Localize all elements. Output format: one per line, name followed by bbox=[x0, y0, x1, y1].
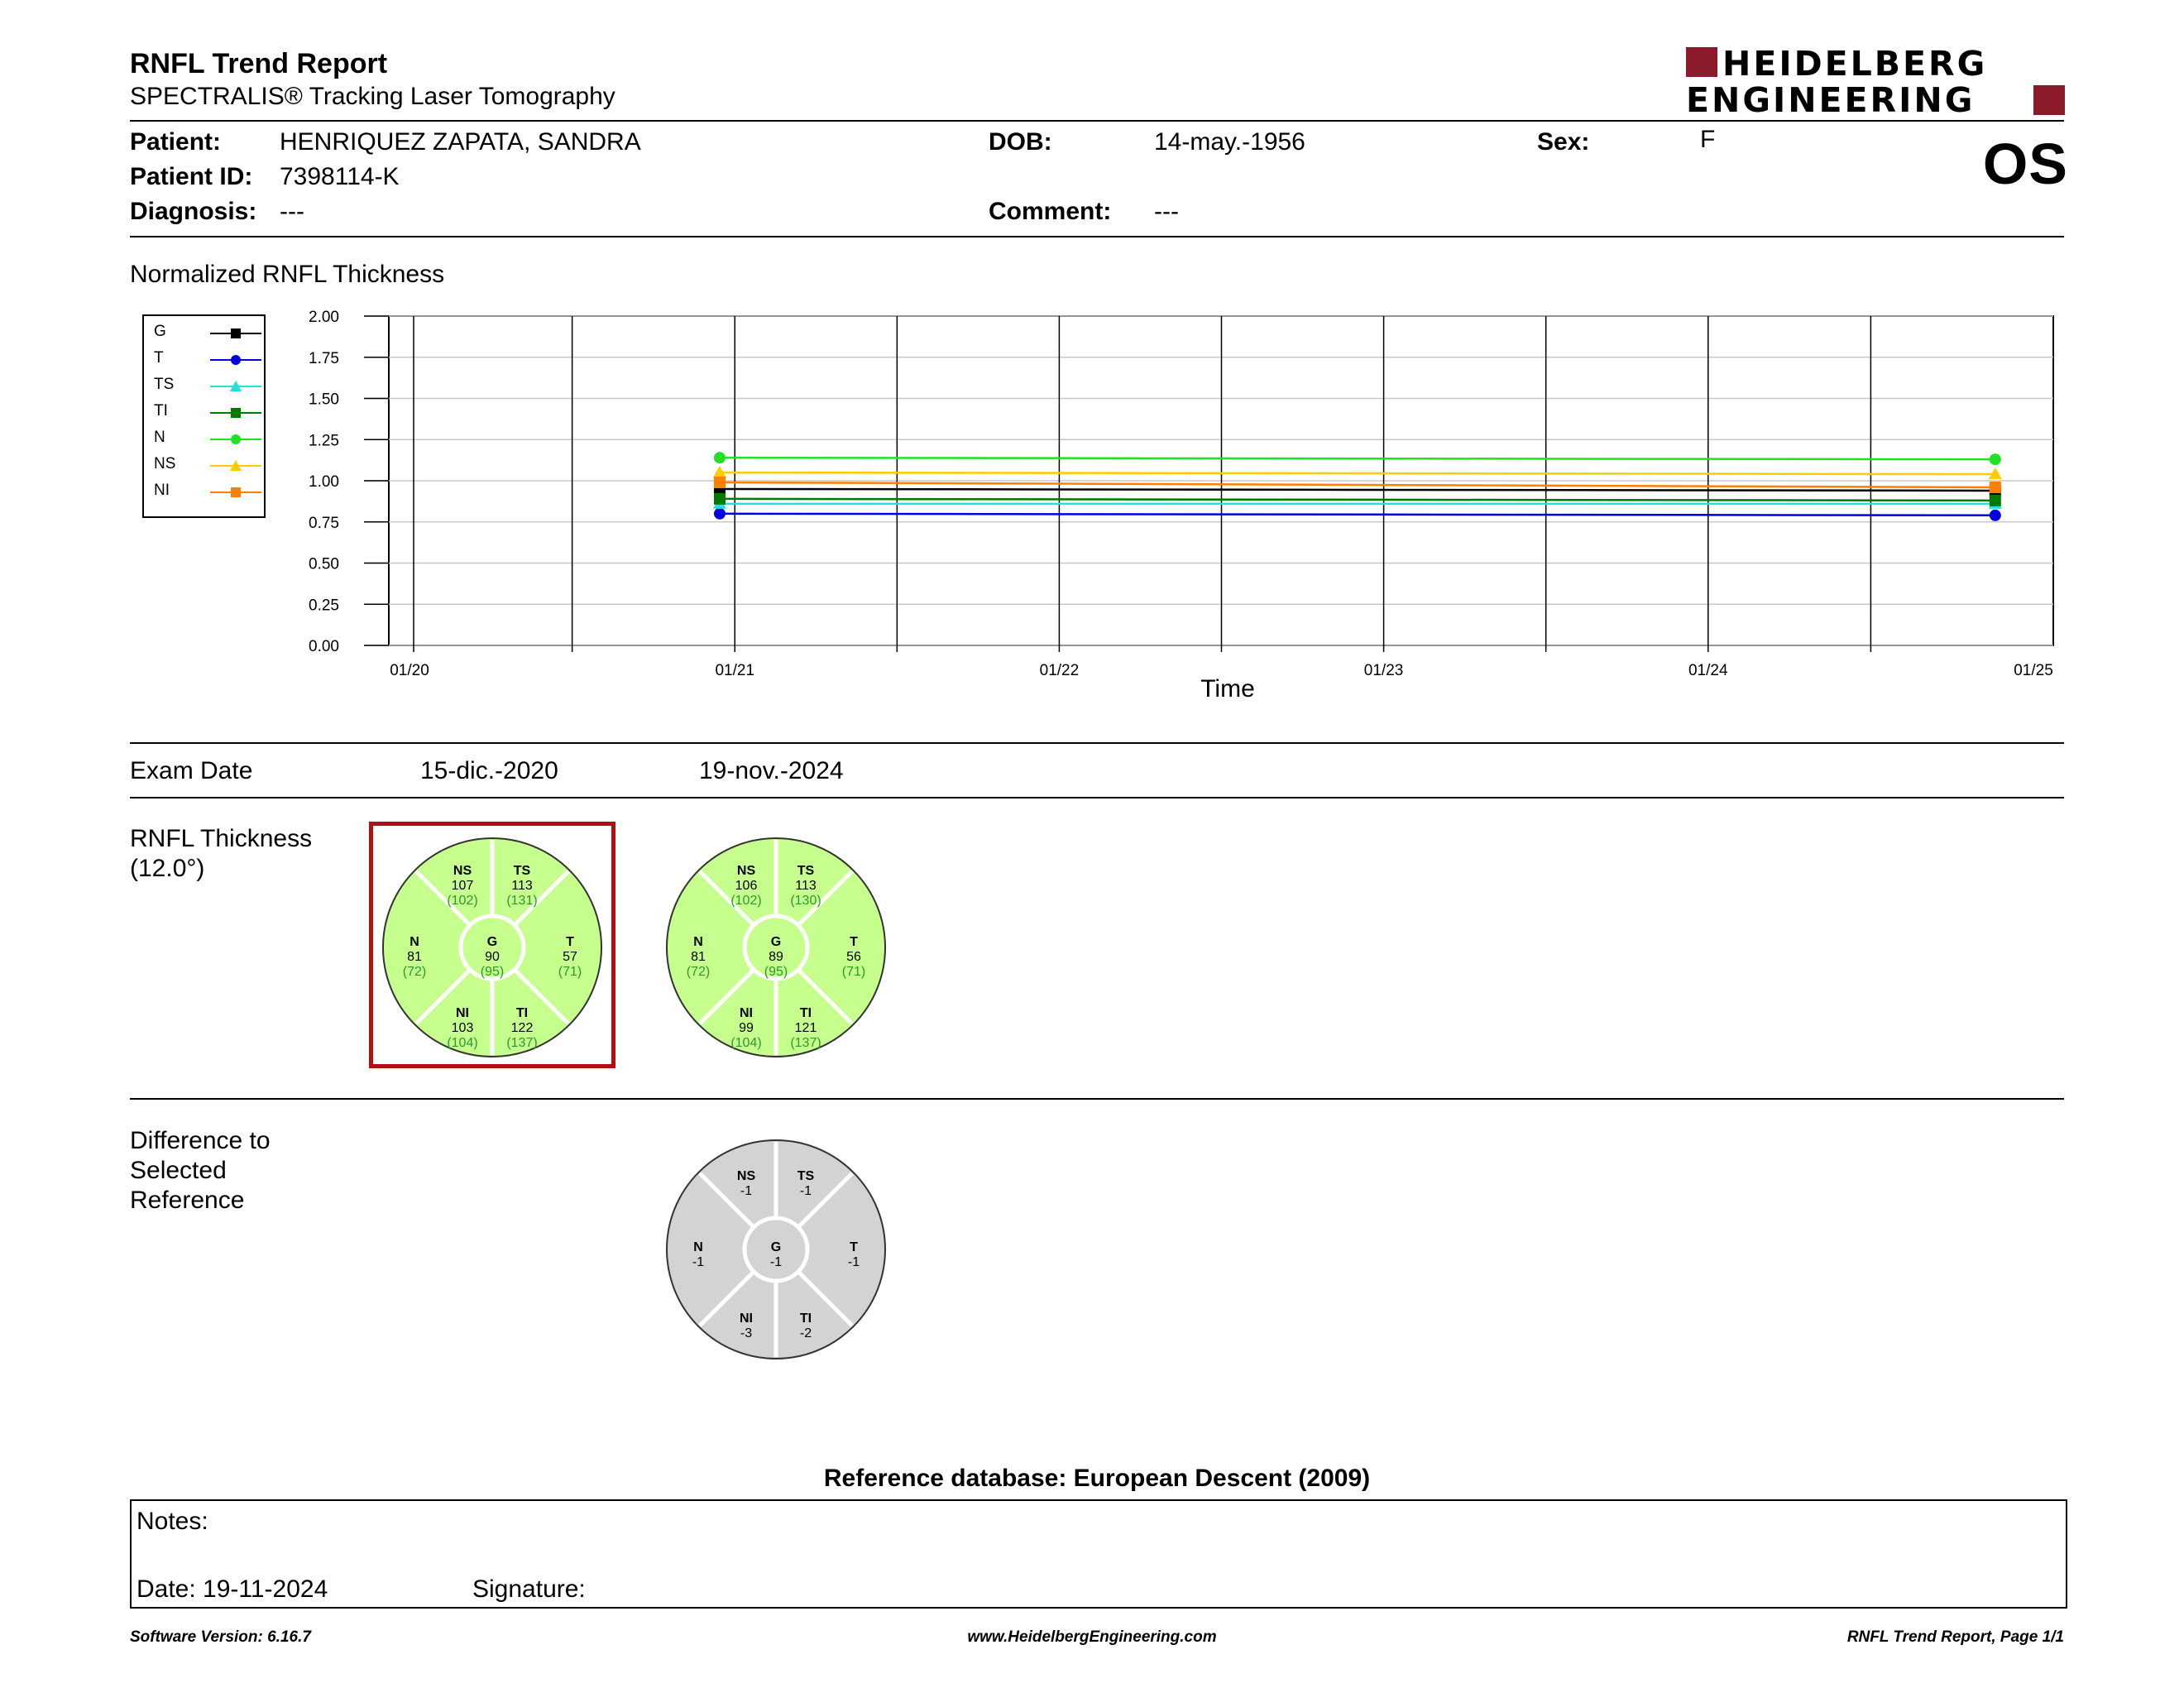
y-tick-label: 0.25 bbox=[309, 597, 339, 615]
diff-g-label: G bbox=[770, 1240, 782, 1254]
sector-ti-value: 122 bbox=[510, 1021, 534, 1035]
x-tick-label: 01/20 bbox=[390, 662, 429, 679]
series-line-ni bbox=[720, 482, 1995, 487]
exam-date-1: 15-dic.-2020 bbox=[420, 757, 558, 784]
sector-n-normal: (72) bbox=[402, 965, 427, 979]
difference-label-1: Difference to bbox=[130, 1127, 271, 1154]
reference-database: Reference database: European Descent (2009) bbox=[823, 1465, 1371, 1492]
exam-top-divider bbox=[130, 742, 2064, 744]
sector-t-label: T bbox=[566, 935, 574, 949]
sector-ni-value: 99 bbox=[739, 1021, 754, 1035]
legend-swatch-ti bbox=[208, 404, 263, 422]
chart-y-ticks bbox=[309, 309, 389, 655]
sector-t-label: T bbox=[850, 935, 858, 949]
sex-value: F bbox=[1700, 126, 1716, 153]
sector-ts-value: 113 bbox=[795, 879, 817, 893]
diff-t-value: -1 bbox=[847, 1255, 860, 1269]
logo-square-bottom bbox=[2033, 85, 2065, 115]
footer-software-version: Software Version: 6.16.7 bbox=[130, 1628, 311, 1646]
sector-t-value: 56 bbox=[846, 950, 861, 964]
data-point-t bbox=[1990, 510, 2001, 521]
legend-swatch-t bbox=[208, 351, 263, 369]
series-line-ns bbox=[720, 472, 1995, 474]
legend-label: TI bbox=[154, 402, 168, 420]
sector-ni-normal: (104) bbox=[447, 1036, 478, 1050]
sector-ti-label: TI bbox=[515, 1006, 529, 1020]
sector-n-label: N bbox=[410, 935, 419, 949]
sector-ts-normal: (130) bbox=[790, 894, 821, 908]
diff-ti-value: -2 bbox=[799, 1326, 812, 1340]
data-point-n bbox=[1990, 453, 2001, 465]
exam-date-2: 19-nov.-2024 bbox=[699, 757, 844, 784]
legend-item-g bbox=[151, 323, 258, 349]
x-tick-label: 01/21 bbox=[715, 662, 755, 679]
diff-ts-label: TS bbox=[797, 1169, 815, 1183]
series-line-n bbox=[720, 458, 1995, 459]
difference-circle bbox=[664, 1138, 888, 1361]
sector-ti-normal: (137) bbox=[790, 1036, 821, 1050]
diff-n-value: -1 bbox=[692, 1255, 705, 1269]
patient-divider bbox=[130, 236, 2064, 237]
y-tick-label: 0.50 bbox=[309, 555, 339, 573]
sector-t-value: 57 bbox=[563, 950, 577, 964]
y-tick-label: 1.00 bbox=[309, 473, 339, 491]
sector-ns-normal: (102) bbox=[447, 894, 478, 908]
comment-label: Comment: bbox=[989, 198, 1112, 225]
notes-label: Notes: bbox=[136, 1508, 208, 1535]
chart-legend bbox=[142, 314, 266, 518]
chart-section-title: Normalized RNFL Thickness bbox=[130, 261, 445, 288]
difference-label-3: Reference bbox=[130, 1187, 245, 1214]
sector-g-label: G bbox=[486, 935, 498, 949]
sector-t-normal: (71) bbox=[841, 965, 866, 979]
sector-ni-normal: (104) bbox=[730, 1036, 762, 1050]
notes-box[interactable] bbox=[130, 1499, 2067, 1609]
legend-label: G bbox=[154, 323, 166, 340]
patient-label: Patient: bbox=[130, 128, 222, 156]
legend-item-ni bbox=[151, 482, 258, 508]
y-tick-label: 1.50 bbox=[309, 391, 339, 409]
difference-divider bbox=[130, 1098, 2064, 1100]
data-point-ti bbox=[1990, 495, 2001, 506]
series-line-ti bbox=[720, 499, 1995, 501]
rnfl-label: RNFL Thickness bbox=[130, 825, 313, 852]
diff-n-label: N bbox=[693, 1240, 703, 1254]
sector-t-normal: (71) bbox=[558, 965, 582, 979]
notes-date: Date: 19-11-2024 bbox=[136, 1575, 328, 1603]
legend-label: T bbox=[154, 349, 164, 367]
sector-g-normal: (95) bbox=[480, 965, 505, 979]
legend-label: TS bbox=[154, 376, 175, 393]
sector-g-value: 89 bbox=[769, 950, 783, 964]
sector-ti-value: 121 bbox=[794, 1021, 817, 1035]
sector-n-value: 81 bbox=[407, 950, 422, 964]
exam-bottom-divider bbox=[130, 797, 2064, 798]
sector-ts-value: 113 bbox=[511, 879, 533, 893]
legend-swatch-ts bbox=[208, 377, 263, 396]
diff-t-label: T bbox=[850, 1240, 858, 1254]
logo-line2: ENGINEERING bbox=[1686, 80, 1976, 120]
dob-label: DOB: bbox=[989, 128, 1052, 156]
sector-ns-value: 106 bbox=[735, 879, 758, 893]
legend-item-ns bbox=[151, 455, 258, 482]
logo-square-top bbox=[1686, 47, 1717, 77]
x-tick-label: 01/22 bbox=[1039, 662, 1080, 679]
y-tick-label: 0.75 bbox=[309, 514, 339, 532]
sector-ni-label: NI bbox=[740, 1006, 753, 1020]
series-line-t bbox=[720, 514, 1995, 516]
sector-ni-value: 103 bbox=[451, 1021, 474, 1035]
x-tick-label: 01/23 bbox=[1363, 662, 1404, 679]
data-point-ni bbox=[1990, 482, 2001, 493]
legend-swatch-ns bbox=[208, 457, 263, 475]
legend-item-ts bbox=[151, 376, 258, 402]
data-point-ti bbox=[714, 493, 726, 505]
legend-swatch-ni bbox=[208, 483, 263, 501]
patient-id: 7398114-K bbox=[280, 163, 400, 190]
report-subtitle: SPECTRALIS® Tracking Laser Tomography bbox=[130, 83, 615, 110]
y-tick-label: 1.75 bbox=[309, 349, 339, 367]
legend-swatch-n bbox=[208, 430, 263, 448]
sector-ts-normal: (131) bbox=[506, 894, 538, 908]
rnfl-circle-exam-1[interactable] bbox=[381, 836, 604, 1059]
header-divider bbox=[130, 120, 2064, 122]
legend-item-ti bbox=[151, 402, 258, 429]
chart-x-axis-label: Time bbox=[1200, 675, 1255, 703]
rnfl-circle-exam-2[interactable] bbox=[664, 836, 888, 1059]
chart-series bbox=[713, 452, 2002, 521]
exam-date-label: Exam Date bbox=[130, 757, 253, 784]
sector-ns-value: 107 bbox=[451, 879, 474, 893]
sector-ti-normal: (137) bbox=[506, 1036, 538, 1050]
data-point-t bbox=[714, 508, 726, 520]
rnfl-angle: (12.0°) bbox=[130, 855, 205, 882]
sector-ts-label: TS bbox=[513, 864, 531, 878]
y-tick-label: 2.00 bbox=[309, 309, 339, 326]
diff-ti-label: TI bbox=[799, 1312, 812, 1326]
dob-value: 14-may.-1956 bbox=[1154, 128, 1305, 156]
sector-n-value: 81 bbox=[691, 950, 706, 964]
legend-swatch-g bbox=[208, 324, 263, 343]
legend-label: NI bbox=[154, 482, 170, 499]
footer-website[interactable]: www.HeidelbergEngineering.com bbox=[967, 1628, 1217, 1646]
eye-indicator: OS bbox=[1982, 132, 2068, 196]
sector-ns-label: NS bbox=[453, 864, 472, 878]
patient-name: HENRIQUEZ ZAPATA, SANDRA bbox=[280, 128, 641, 156]
legend-label: NS bbox=[154, 455, 176, 472]
sector-n-normal: (72) bbox=[686, 965, 711, 979]
legend-label: N bbox=[154, 429, 165, 446]
data-point-ni bbox=[714, 477, 726, 488]
diff-ns-value: -1 bbox=[740, 1184, 753, 1198]
diff-g-value: -1 bbox=[769, 1255, 783, 1269]
series-line-g bbox=[720, 489, 1995, 491]
data-point-n bbox=[714, 452, 726, 463]
legend-item-t bbox=[151, 349, 258, 376]
y-tick-label: 0.00 bbox=[309, 638, 339, 655]
difference-label-2: Selected bbox=[130, 1157, 227, 1184]
notes-signature: Signature: bbox=[472, 1575, 586, 1603]
sector-ns-normal: (102) bbox=[730, 894, 762, 908]
sector-ns-label: NS bbox=[736, 864, 756, 878]
comment-value: --- bbox=[1154, 198, 1179, 225]
heidelberg-logo bbox=[1686, 46, 2067, 118]
diff-ns-label: NS bbox=[736, 1169, 756, 1183]
diff-ni-value: -3 bbox=[740, 1326, 753, 1340]
sector-g-label: G bbox=[770, 935, 782, 949]
x-tick-label: 01/25 bbox=[2014, 662, 2053, 679]
legend-item-n bbox=[151, 429, 258, 455]
diff-ts-value: -1 bbox=[799, 1184, 812, 1198]
logo-line1: HEIDELBERG bbox=[1722, 44, 1988, 84]
sector-g-normal: (95) bbox=[764, 965, 788, 979]
trend-chart bbox=[281, 298, 2068, 712]
x-tick-label: 01/24 bbox=[1688, 662, 1728, 679]
sector-g-value: 90 bbox=[485, 950, 500, 964]
footer-page: RNFL Trend Report, Page 1/1 bbox=[1846, 1628, 2064, 1646]
patient-id-label: Patient ID: bbox=[130, 163, 253, 190]
y-tick-label: 1.25 bbox=[309, 432, 339, 450]
diagnosis-label: Diagnosis: bbox=[130, 198, 257, 225]
sex-label: Sex: bbox=[1537, 128, 1590, 156]
sector-n-label: N bbox=[693, 935, 703, 949]
sector-ts-label: TS bbox=[797, 864, 815, 878]
report-title: RNFL Trend Report bbox=[130, 48, 388, 79]
sector-ni-label: NI bbox=[456, 1006, 469, 1020]
sector-ti-label: TI bbox=[799, 1006, 812, 1020]
diagnosis-value: --- bbox=[280, 198, 304, 225]
diff-ni-label: NI bbox=[740, 1312, 753, 1326]
